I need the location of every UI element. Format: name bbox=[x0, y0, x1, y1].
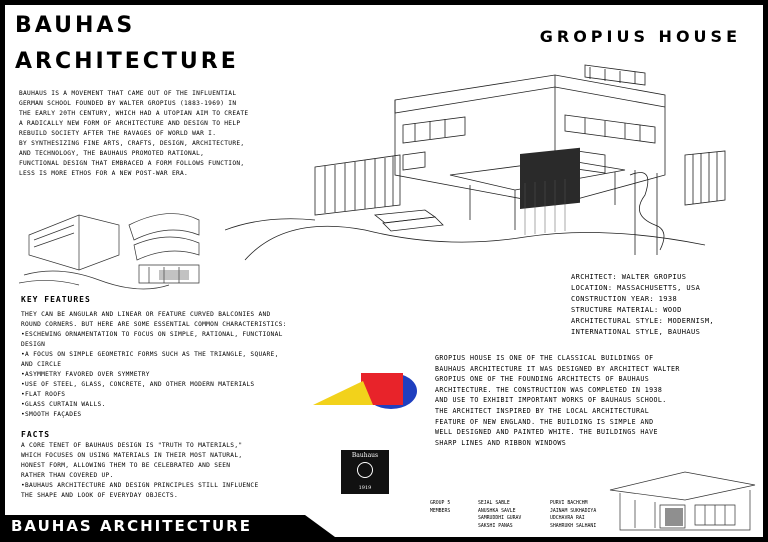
house-sketch-bottom bbox=[605, 460, 760, 535]
intro-line: FUNCTIONAL DESIGN THAT EMBRACED A FORM FOLLOWS FUNCTION, bbox=[19, 160, 245, 167]
group-label-line: GROUP 5 bbox=[430, 501, 451, 506]
facts-heading: FACTS bbox=[21, 430, 51, 439]
desc-line: AND USE TO EXHIBIT IMPORTANT WORKS OF BAUHAUS SCHOOL. bbox=[435, 396, 667, 405]
desc-line: GROPIUS HOUSE IS ONE OF THE CLASSICAL BUILDINGS OF bbox=[435, 354, 654, 362]
bauhaus-building-sketch bbox=[19, 195, 209, 290]
logo-year-text: 1919 bbox=[358, 485, 372, 491]
member-name: UDCHAVRA RAI bbox=[550, 516, 585, 521]
member-name: JAINAM SUKHADIYA bbox=[550, 508, 597, 514]
feature-line: DESIGN bbox=[21, 341, 46, 348]
fact-line: A CORE TENET OF BAUHAUS DESIGN IS "TRUTH TO MATERIALS," bbox=[21, 442, 243, 449]
intro-line: AND TECHNOLOGY, THE BAUHAUS PROMOTED RATIONAL, bbox=[19, 150, 205, 157]
spec-line: INTERNATIONAL STYLE, BAUHAUS bbox=[571, 328, 701, 336]
intro-line: A RADICALLY NEW FORM OF ARCHITECTURE AND DESIGN TO HELP bbox=[19, 120, 241, 127]
fact-line: THE SHAPE AND LOOK OF EVERYDAY OBJECTS. bbox=[21, 492, 178, 499]
fact-line: WHICH FOCUSES ON USING MATERIALS IN THEIR MOST NATURAL, bbox=[21, 452, 243, 459]
fact-line: HONEST FORM, ALLOWING THEM TO BE CELEBRATED AND SEEN bbox=[21, 462, 231, 469]
desc-line: WELL DESIGNED AND PAINTED WHITE. THE BUILDINGS HAVE bbox=[435, 428, 658, 437]
feature-line: •A FOCUS ON SIMPLE GEOMETRIC FORMS SUCH AS THE TRIANGLE, SQUARE, bbox=[21, 351, 279, 358]
member-name: SAMRUDDHI GURAV bbox=[478, 516, 522, 521]
poster-sheet bbox=[5, 5, 763, 537]
desc-line: BAUHAUS ARCHITECTURE IT WAS DESIGNED BY ARCHITECT WALTER bbox=[435, 364, 680, 373]
logo-circle-icon bbox=[357, 462, 373, 478]
spec-line: ARCHITECTURAL STYLE: MODERNISM, bbox=[571, 317, 715, 325]
yellow-triangle bbox=[313, 381, 373, 405]
desc-line: SHARP LINES AND RIBBON WINDOWS bbox=[435, 438, 567, 447]
title-line-2: ARCHITECTURE bbox=[15, 49, 239, 74]
feature-line: •ESCHEWING ORNAMENTATION TO FOCUS ON SIMPLE, RATIONAL, FUNCTIONAL bbox=[21, 331, 283, 338]
footer-title: BAUHAS ARCHITECTURE bbox=[11, 517, 252, 535]
gropius-house-drawing bbox=[225, 55, 755, 275]
group-label-line: MEMBERS bbox=[430, 508, 451, 514]
member-name: SAKSHI PANAS bbox=[478, 523, 513, 529]
feature-line: ROUND CORNERS. BUT HERE ARE SOME ESSENTIAL COMMON CHARACTERISTICS: bbox=[21, 321, 287, 328]
title-line-1: BAUHAS bbox=[15, 13, 136, 38]
spec-line: LOCATION: MASSACHUSETTS, USA bbox=[571, 284, 701, 292]
desc-line: THE ARCHITECT INSPIRED BY THE LOCAL ARCHITECTURAL bbox=[435, 406, 650, 415]
spec-line: ARCHITECT: WALTER GROPIUS bbox=[571, 273, 687, 281]
gropius-house-title: GROPIUS HOUSE bbox=[539, 27, 741, 46]
member-name: PURVI BACHCHM bbox=[550, 501, 588, 506]
member-name: SHAHRUKH SALHANI bbox=[550, 523, 597, 529]
intro-line: LESS IS MORE ETHOS FOR A NEW POST-WAR ERA. bbox=[19, 170, 189, 177]
feature-line: •FLAT ROOFS bbox=[21, 391, 66, 398]
logo-top-text: Bauhaus bbox=[351, 452, 379, 459]
member-name: ANUSHKA SAVLE bbox=[478, 508, 516, 514]
intro-line: GERMAN SCHOOL FOUNDED BY WALTER GROPIUS (1883-1969) IN bbox=[19, 100, 237, 107]
feature-line: •USE OF STEEL, GLASS, CONCRETE, AND OTHER MODERN MATERIALS bbox=[21, 381, 255, 388]
members-col-2 bbox=[550, 500, 596, 530]
facts-text bbox=[21, 441, 311, 501]
feature-line: AND CIRCLE bbox=[21, 361, 62, 368]
desc-line: GROPIUS ONE OF THE FOUNDING ARCHITECTS OF BAUHAUS bbox=[435, 375, 650, 384]
intro-line: BY SYNTHESIZING FINE ARTS, CRAFTS, DESIGN, ARCHITECTURE, bbox=[19, 140, 245, 147]
key-features-heading: KEY FEATURES bbox=[21, 295, 91, 304]
spec-line: CONSTRUCTION YEAR: 1938 bbox=[571, 295, 678, 303]
member-name: SEJAL SABLE bbox=[478, 501, 510, 506]
feature-line: •ASYMMETRY FAVORED OVER SYMMETRY bbox=[21, 371, 150, 378]
feature-line: THEY CAN BE ANGULAR AND LINEAR OR FEATURE CURVED BALCONIES AND bbox=[21, 311, 271, 318]
intro-line: BAUHAUS IS A MOVEMENT THAT CAME OUT OF THE INFLUENTIAL bbox=[19, 90, 237, 97]
fact-line: RATHER THAN COVERED UP. bbox=[21, 472, 114, 479]
bauhaus-shapes-graphic bbox=[313, 369, 419, 417]
group-label bbox=[430, 500, 450, 515]
gropius-description bbox=[435, 353, 755, 448]
desc-line: FEATURE OF NEW ENGLAND. THE BUILDING IS SIMPLE AND bbox=[435, 417, 654, 426]
spec-line: STRUCTURE MATERIAL: WOOD bbox=[571, 306, 682, 314]
intro-line: THE EARLY 20TH CENTURY, WHICH HAD A UTOPIAN AIM TO CREATE bbox=[19, 110, 249, 117]
desc-line: ARCHITECTURE. THE CONSTRUCTION WAS COMPLETED IN 1938 bbox=[435, 385, 663, 394]
project-spec-list bbox=[571, 272, 756, 338]
intro-line: REBUILD SOCIETY AFTER THE RAVAGES OF WORLD WAR I. bbox=[19, 130, 217, 137]
dark-entrance-panel bbox=[520, 148, 580, 209]
bauhaus-logo bbox=[341, 450, 389, 494]
fact-line: •BAUHAUS ARCHITECTURE AND DESIGN PRINCIPLES STILL INFLUENCE bbox=[21, 482, 259, 489]
feature-line: •SMOOTH FAÇADES bbox=[21, 411, 82, 418]
members-col-1 bbox=[478, 500, 521, 530]
feature-line: •GLASS CURTAIN WALLS. bbox=[21, 401, 106, 408]
key-features-text bbox=[21, 310, 321, 420]
